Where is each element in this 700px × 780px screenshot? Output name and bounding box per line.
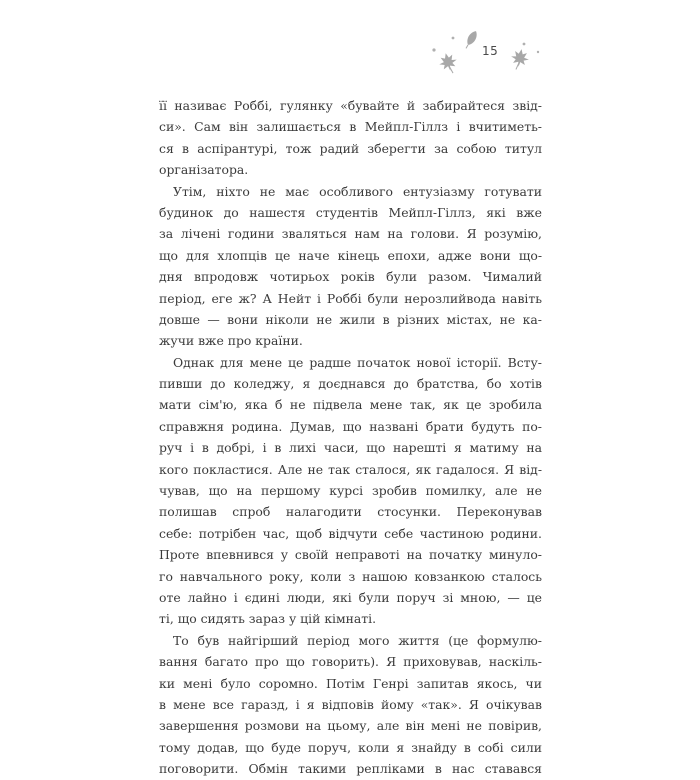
text-line: ті, що сидять зараз у цій кімнаті. — [159, 611, 377, 627]
page-header-decoration — [420, 18, 540, 78]
text-line: що для хлопців це наче кінець епохи, адже вони що- — [159, 247, 542, 263]
text-line: мати сім'ю, яка б не підвела мене так, як це зробила — [159, 397, 542, 413]
maple-leaf-icon — [437, 51, 460, 76]
text-line: вання багато про що говорить). Я приховував, наскіль- — [159, 654, 542, 670]
text-line: Однак для мене це радше початок нової історії. Всту- — [173, 354, 542, 370]
text-line: кого покластися. Але не так сталося, як гадалося. Я від- — [159, 461, 542, 477]
text-line: Проте впевнився у своїй неправоті на початку минуло- — [159, 547, 542, 563]
text-line: Утім, ніхто не має особливого ентузіазму готувати — [173, 183, 542, 199]
dot-icon — [432, 48, 435, 51]
dot-icon — [523, 43, 526, 46]
text-line: чував, що на першому курсі зробив помилку, але не — [159, 483, 542, 499]
text-line: руч і в добрі, і в лихі часи, що нарешті я матиму на — [159, 440, 542, 456]
text-line: справжня родина. Думав, що названі брати будуть по- — [159, 418, 542, 434]
text-line: будинок до нашестя студентів Мейпл-Гіллз, які вже — [159, 204, 542, 220]
text-line: в мене все гаразд, і я відповів йому «так». Я очікував — [159, 696, 542, 712]
dot-icon — [537, 51, 539, 53]
text-line: ся в аспірантурі, тож радий зберегти за собою титул — [159, 140, 542, 156]
text-line: То був найгірший період мого життя (це формулю- — [173, 632, 542, 648]
text-line: оте лайно і єдині люди, які були поруч зі мною, — це — [159, 589, 542, 605]
text-line: полишав спроб налагодити стосунки. Переконував — [159, 504, 542, 520]
text-line: поговорити. Обмін такими репліками в нас ставався — [159, 761, 542, 777]
text-line: жучи вже про країни. — [159, 333, 303, 349]
text-line: дня впродовж чотирьох років були разом. Чималий — [159, 269, 542, 285]
text-line: тому додав, що буде поруч, коли я знайду в собі сили — [159, 739, 542, 755]
text-line: себе: потрібен час, щоб відчути себе частиною родини. — [159, 525, 542, 541]
text-line: завершення розмови на цьому, але він мені не повірив, — [159, 718, 542, 734]
text-line: період, еге ж? А Нейт і Роббі були нерозлийвода навіть — [159, 290, 542, 306]
leaf-icon — [463, 29, 479, 50]
maple-leaf-icon — [509, 48, 530, 72]
body-text — [159, 95, 542, 780]
text-line: за лічені години зваляться нам на голови. Я розумію, — [159, 226, 542, 242]
leaves-ornament — [420, 18, 540, 78]
text-line: го навчального року, коли з нашою ковзанкою сталось — [159, 568, 542, 584]
dot-icon — [452, 37, 455, 40]
text-line: організатора. — [159, 162, 249, 178]
text-line: її називає Роббі, гулянку «бувайте й забирайтеся звід- — [159, 98, 542, 113]
text-line: си». Сам він залишається в Мейпл-Гіллз і вчитиметь- — [159, 119, 542, 135]
page-number: 15 — [482, 44, 499, 58]
text-line: ки мені було соромно. Потім Генрі запитав якось, чи — [159, 675, 542, 691]
text-line: пивши до коледжу, я доєднався до братства, бо хотів — [159, 376, 542, 392]
text-line: довше — вони ніколи не жили в різних містах, не ка- — [159, 311, 542, 327]
